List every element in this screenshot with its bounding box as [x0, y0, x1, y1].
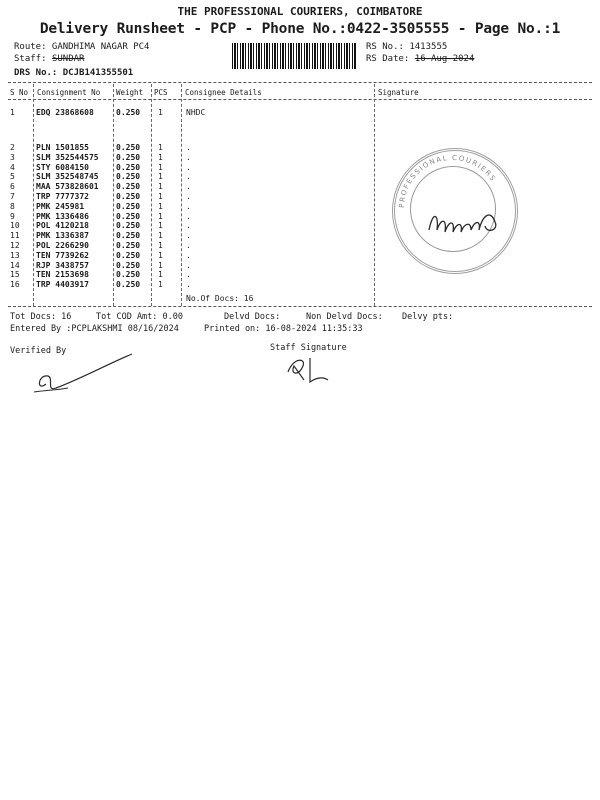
- row-consignee-details: .: [186, 250, 191, 260]
- row-consignee-details: .: [186, 152, 191, 162]
- company-name: THE PROFESSIONAL COURIERS, COIMBATORE: [177, 5, 423, 18]
- row-weight: 0.250: [116, 143, 141, 152]
- route-label: Route: GANDHIMA NAGAR PC4: [14, 42, 150, 52]
- row-sno: 16: [10, 280, 20, 290]
- row-pcs: 1: [158, 241, 163, 250]
- verifier-signature: [28, 352, 138, 402]
- rs-number: RS No.: 1413555: [366, 42, 448, 52]
- row-consignment-no: POL 2266290: [36, 241, 89, 250]
- row-pcs: 1: [158, 231, 163, 241]
- col-divider: [181, 84, 182, 306]
- row-pcs: 1: [158, 221, 163, 231]
- row-sno: 15: [10, 270, 20, 280]
- col-divider: [113, 84, 114, 306]
- row-sno: 4: [10, 162, 15, 172]
- row-weight: 0.250: [116, 270, 141, 280]
- row-weight: 0.250: [116, 250, 141, 260]
- row-consignment-no: EDQ 23868608: [36, 108, 94, 117]
- row-pcs: 1: [158, 250, 163, 260]
- row-consignment-no: PMK 245981: [36, 201, 85, 211]
- row-consignment-no: SLM 352544575: [36, 152, 99, 162]
- row-weight: 0.250: [116, 241, 141, 250]
- row-consignee-details: .: [186, 192, 191, 201]
- non-delivered-docs: Non Delvd Docs:: [306, 312, 383, 322]
- row-sno: 10: [10, 221, 20, 231]
- staff-label: Staff:: [14, 54, 47, 64]
- row-consignment-no: RJP 3438757: [36, 260, 89, 270]
- barcode: [232, 43, 356, 69]
- row-consignee-details: .: [186, 221, 191, 231]
- row-sno: 3: [10, 152, 15, 162]
- staff-signature-label: Staff Signature: [270, 343, 347, 353]
- staff-name: SUNDAR: [51, 54, 85, 64]
- row-pcs: 1: [158, 172, 163, 182]
- row-consignee-details: .: [186, 172, 191, 182]
- row-pcs: 1: [158, 108, 163, 117]
- row-sno: 14: [10, 260, 20, 270]
- col-header-weight: Weight: [116, 88, 144, 97]
- staff-row: [14, 54, 84, 64]
- row-sno: 2: [10, 143, 15, 152]
- row-weight: 0.250: [116, 162, 141, 172]
- rs-date-label: RS Date:: [366, 54, 410, 64]
- row-weight: 0.250: [116, 152, 141, 162]
- row-weight: 0.250: [116, 211, 141, 221]
- row-consignment-no: PLN 1501855: [36, 143, 89, 152]
- col-divider: [151, 84, 152, 306]
- col-header-sno: S No: [10, 88, 29, 97]
- row-consignment-no: MAA 573828601: [36, 182, 99, 192]
- row-weight: 0.250: [116, 260, 141, 270]
- total-cod-amount: Tot COD Amt: 0.00: [96, 312, 183, 322]
- table-bottom-rule: [8, 306, 592, 307]
- row-sno: 8: [10, 201, 15, 211]
- row-consignee-details: NHDC: [186, 108, 206, 117]
- row-consignee-details: .: [186, 241, 191, 250]
- row-weight: 0.250: [116, 231, 141, 241]
- row-weight: 0.250: [116, 221, 141, 231]
- stamp-text: PROFESSIONAL COURIERS: [397, 153, 498, 209]
- col-header-consignee: Consignee Details: [185, 88, 262, 97]
- col-header-consignment: Consignment No: [37, 88, 101, 97]
- col-divider: [33, 84, 34, 306]
- row-pcs: 1: [158, 143, 163, 152]
- no-of-docs: No.Of Docs: 16: [186, 294, 254, 303]
- row-consignee-details: .: [186, 260, 191, 270]
- row-pcs: 1: [158, 270, 163, 280]
- row-pcs: 1: [158, 280, 163, 290]
- delivery-points: Delvy pts:: [402, 312, 454, 322]
- row-pcs: 1: [158, 201, 163, 211]
- document-title: Delivery Runsheet - PCP - Phone No.:0422-3505555 - Page No.:1: [39, 21, 561, 37]
- row-consignee-details: .: [186, 211, 191, 221]
- row-consignment-no: PMK 1336387: [36, 231, 89, 241]
- rs-date-row: [366, 54, 474, 64]
- entered-by: Entered By :PCPLAKSHMI 08/16/2024: [10, 324, 179, 334]
- drs-number: DRS No.: DCJB141355501: [14, 68, 134, 78]
- delivered-docs: Delvd Docs:: [224, 312, 281, 322]
- col-divider: [374, 84, 375, 306]
- row-sno: 6: [10, 182, 15, 192]
- row-pcs: 1: [158, 211, 163, 221]
- row-consignment-no: TRP 4403917: [36, 280, 89, 290]
- row-consignee-details: .: [186, 201, 191, 211]
- row-pcs: 1: [158, 192, 163, 201]
- row-pcs: 1: [158, 152, 163, 162]
- row-weight: 0.250: [116, 192, 141, 201]
- row-consignment-no: TEN 2153698: [36, 270, 89, 280]
- row-consignment-no: SLM 352548745: [36, 172, 99, 182]
- row-weight: 0.250: [116, 201, 141, 211]
- row-sno: 7: [10, 192, 15, 201]
- table-header-rule: [8, 99, 592, 100]
- rs-date: 16-Aug-2024: [414, 54, 475, 64]
- row-consignment-no: PMK 1336486: [36, 211, 89, 221]
- row-sno: 11: [10, 231, 20, 241]
- row-consignee-details: .: [186, 270, 191, 280]
- row-consignee-details: .: [186, 231, 191, 241]
- row-pcs: 1: [158, 182, 163, 192]
- row-sno: 9: [10, 211, 15, 221]
- printed-on: Printed on: 16-08-2024 11:35:33: [204, 324, 363, 334]
- row-consignment-no: STY 6084150: [36, 162, 89, 172]
- row-sno: 5: [10, 172, 15, 182]
- row-consignment-no: TEN 7739262: [36, 250, 89, 260]
- row-sno: 12: [10, 241, 20, 250]
- row-pcs: 1: [158, 162, 163, 172]
- row-consignment-no: TRP 7777372: [36, 192, 89, 201]
- col-header-pcs: PCS: [154, 88, 168, 97]
- consignee-signature-scribble: [425, 200, 505, 250]
- row-pcs: 1: [158, 260, 163, 270]
- row-consignee-details: .: [186, 143, 191, 152]
- row-consignee-details: .: [186, 182, 191, 192]
- table-top-rule: [8, 82, 592, 83]
- row-sno: 1: [10, 108, 15, 117]
- row-weight: 0.250: [116, 182, 141, 192]
- row-consignee-details: .: [186, 162, 191, 172]
- col-header-signature: Signature: [378, 88, 419, 97]
- staff-signature: [282, 352, 342, 386]
- verified-by-label: Verified By: [10, 346, 67, 356]
- row-sno: 13: [10, 250, 20, 260]
- row-weight: 0.250: [116, 280, 141, 290]
- row-consignee-details: .: [186, 280, 191, 290]
- row-weight: 0.250: [116, 172, 141, 182]
- row-weight: 0.250: [116, 108, 141, 117]
- total-docs: Tot Docs: 16: [10, 312, 72, 322]
- row-consignment-no: POL 4120218: [36, 221, 89, 231]
